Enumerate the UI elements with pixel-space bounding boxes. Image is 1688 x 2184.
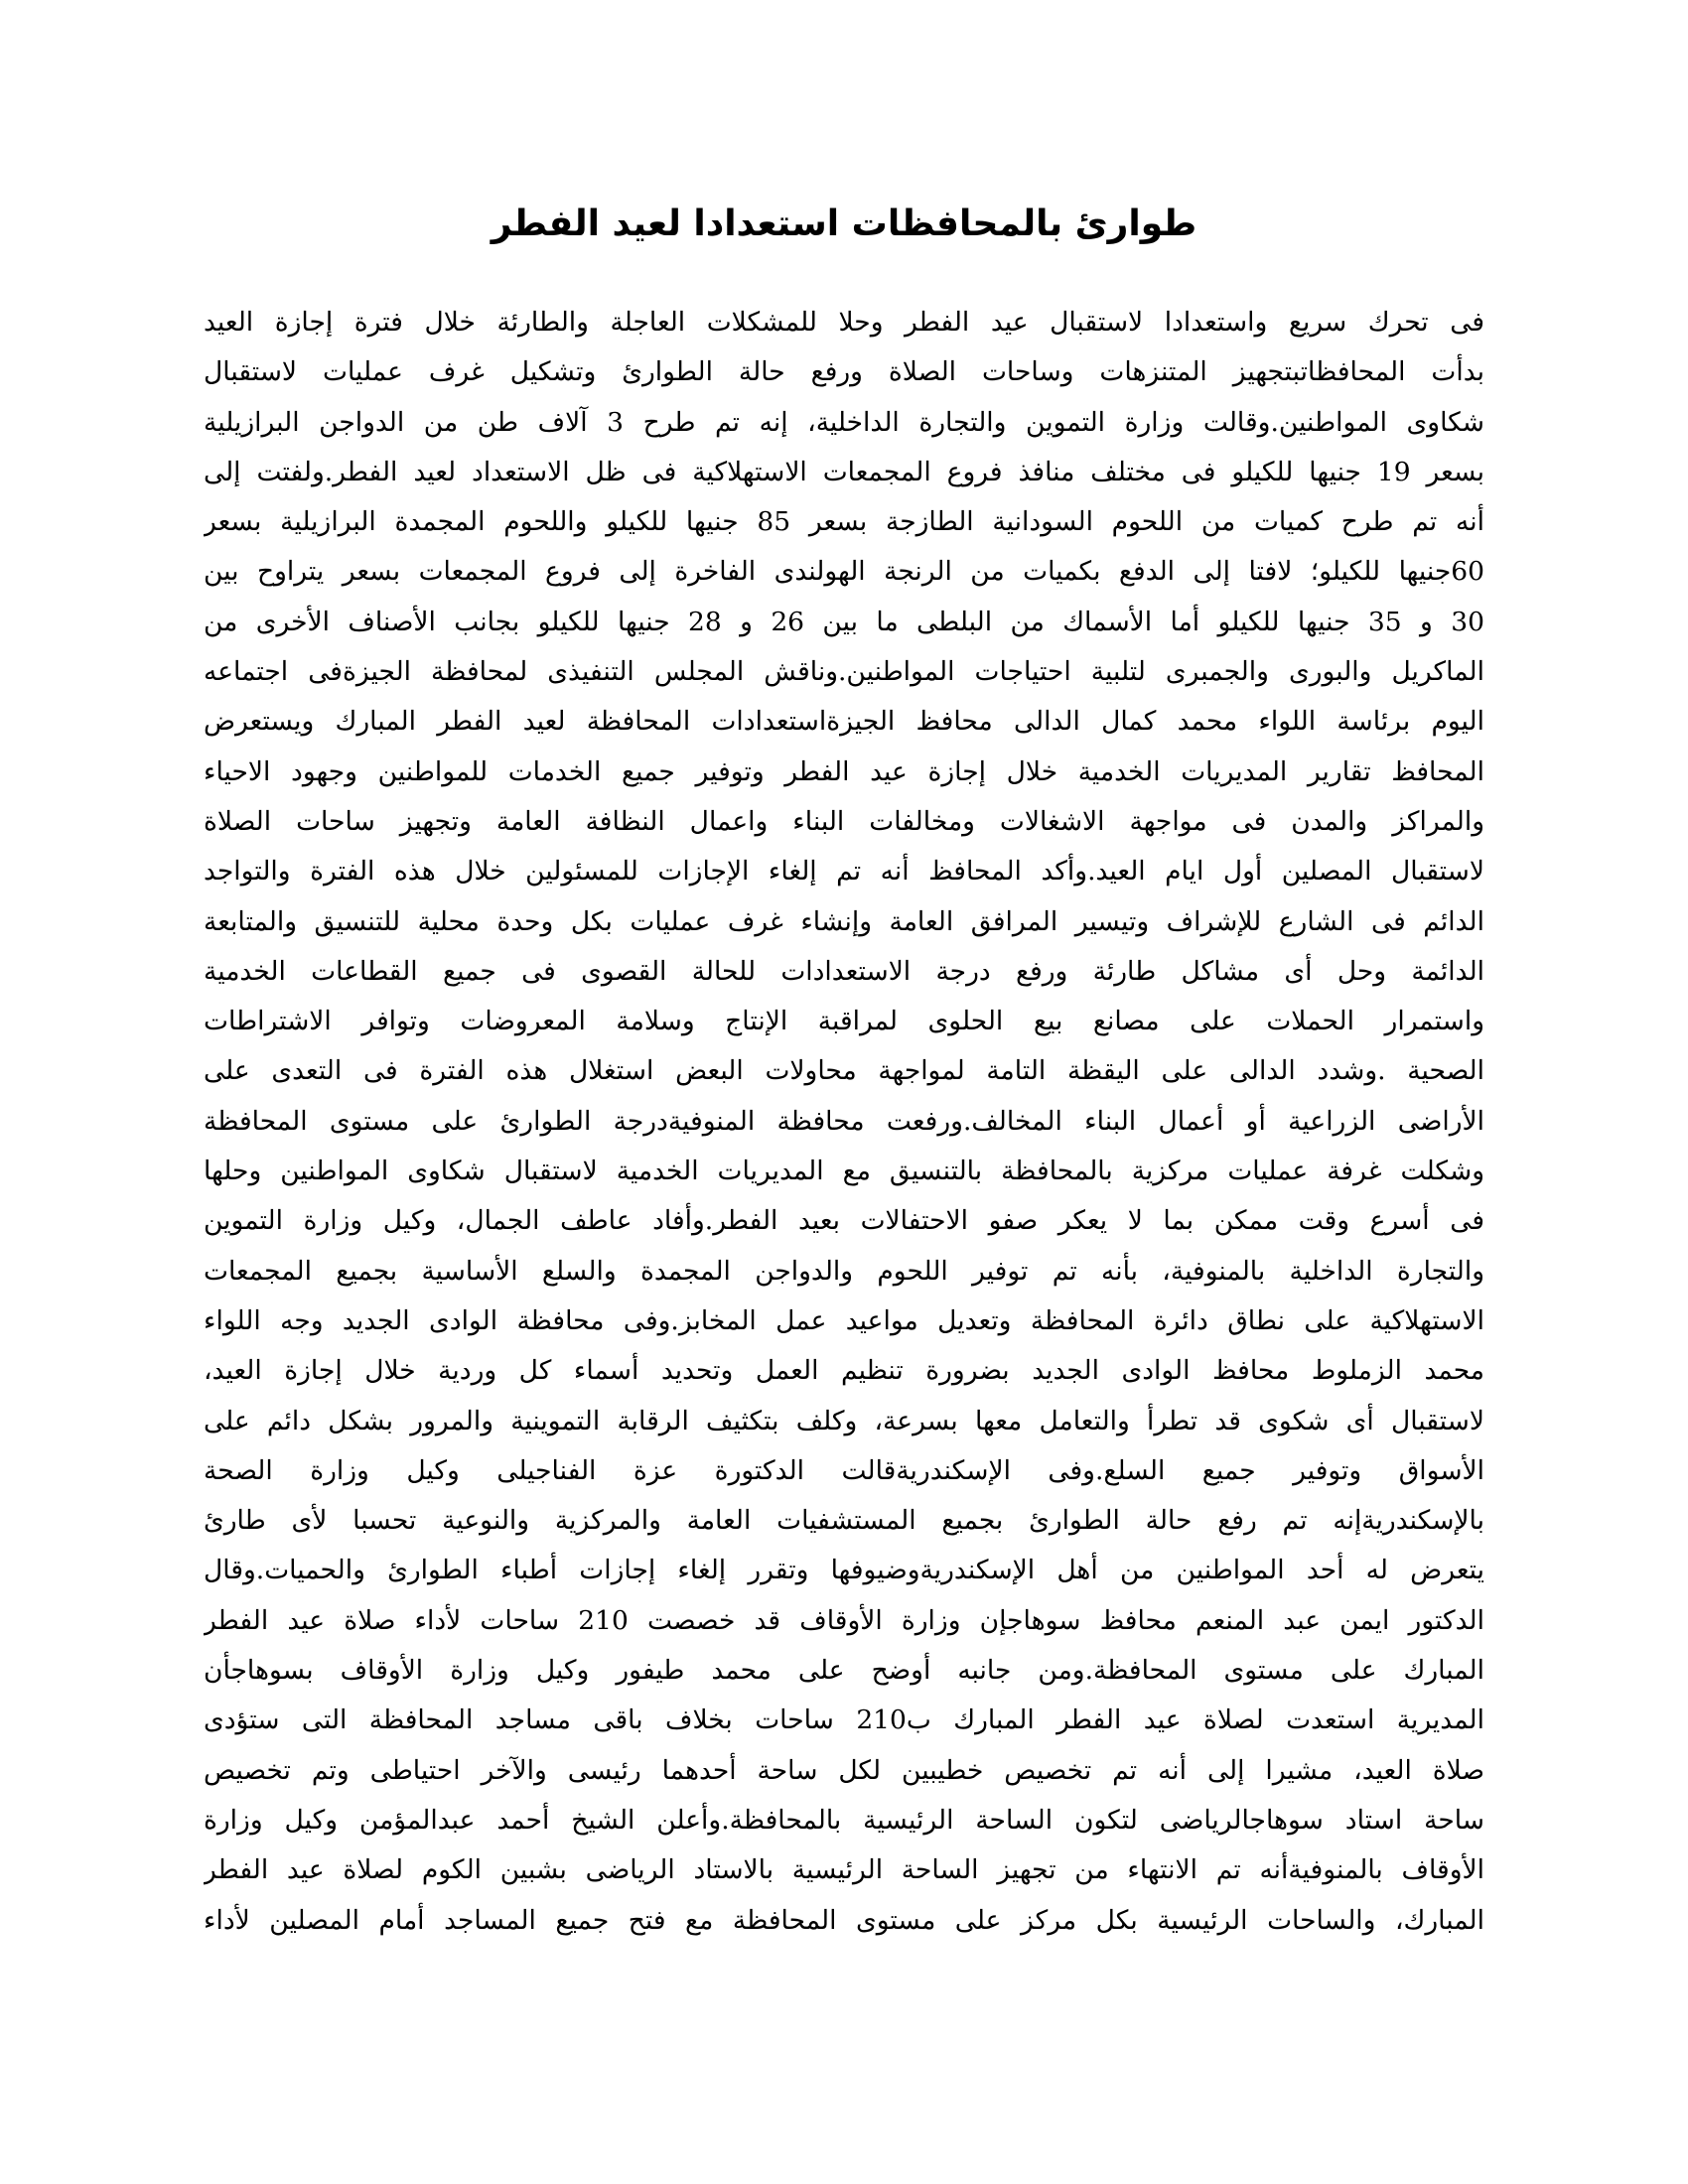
body-line: بدأت المحافظاتبتجهيز المتنزهات وساحات الصلاة ورفع حالة الطوارئ وتشكيل غرف عمليات لاستقبال	[204, 356, 1484, 388]
body-line: فى تحرك سريع واستعدادا لاستقبال عيد الفطر وحلا للمشكلات العاجلة والطارئة خلال فترة إجازة العيد	[204, 307, 1484, 338]
body-line: بسعر 19 جنيها للكيلو فى مختلف منافذ فروع المجمعات الاستهلاكية فى ظل الاستعداد لعيد الفطر.ولفتت إلى	[204, 456, 1484, 487]
body-line: 30 و 35 جنيها للكيلو أما الأسماك من البلطى ما بين 26 و 28 جنيها للكيلو بجانب الأصناف الأخرى من	[204, 606, 1484, 637]
article-title: طوارئ بالمحافظات استعدادا لعيد الفطر	[491, 204, 1197, 244]
body-line: شكاوى المواطنين.وقالت وزارة التموين والتجارة الداخلية، إنه تم طرح 3 آلاف طن من الدواجن البرازيلية	[204, 406, 1484, 438]
body-line: الصحية .وشدد الدالى على اليقظة التامة لمواجهة محاولات البعض استغلال هذه الفترة فى التعدى على	[204, 1055, 1484, 1087]
body-line: الدكتور ايمن عبد المنعم محافظ سوهاجإن وزارة الأوقاف قد خصصت 210 ساحات لأداء صلاة عيد الفطر	[204, 1604, 1484, 1636]
body-line: الأراضى الزراعية أو أعمال البناء المخالف.ورفعت محافظة المنوفيةدرجة الطوارئ على مستوى المحافظة	[204, 1105, 1484, 1137]
body-line: الأوقاف بالمنوفيةأنه تم الانتهاء من تجهيز الساحة الرئيسية بالاستاد الرياضى بشبين الكوم لصلاة عيد الفطر	[204, 1854, 1484, 1886]
body-line: الدائمة وحل أى مشاكل طارئة ورفع درجة الاستعدادات للحالة القصوى فى جميع القطاعات الخدمية	[204, 955, 1484, 987]
body-line: محمد الزملوط محافظ الوادى الجديد بضرورة تنظيم العمل وتحديد أسماء كل وردية خلال إجازة العيد،	[204, 1355, 1484, 1387]
body-line: الاستهلاكية على نطاق دائرة المحافظة وتعديل مواعيد عمل المخابز.وفى محافظة الوادى الجديد وجه اللواء	[204, 1304, 1484, 1336]
body-line: والمراكز والمدن فى مواجهة الاشغالات ومخالفات البناء واعمال النظافة العامة وتجهيز ساحات الصلاة	[204, 805, 1484, 837]
body-line: اليوم برئاسة اللواء محمد كمال الدالى محافظ الجيزةاستعدادات المحافظة لعيد الفطر المبارك ويستعرض	[204, 706, 1484, 738]
body-line: الأسواق وتوفير جميع السلع.وفى الإسكندريةقالت الدكتورة عزة الفناجيلى وكيل وزارة الصحة	[204, 1454, 1484, 1486]
body-line: والتجارة الداخلية بالمنوفية، بأنه تم توفير اللحوم والدواجن المجمدة والسلع الأساسية بجميع المجمعات	[204, 1255, 1484, 1287]
body-line: الماكريل والبورى والجمبرى لتلبية احتياجات المواطنين.وناقش المجلس التنفيذى لمحافظة الجيزةفى اجتماعه	[204, 656, 1484, 688]
body-line: صلاة العيد، مشيرا إلى أنه تم تخصيص خطيبين لكل ساحة أحدهما رئيسى والآخر احتياطى وتم تخصيص	[204, 1754, 1484, 1786]
article-body	[204, 298, 1484, 1946]
body-line: الدائم فى الشارع للإشراف وتيسير المرافق العامة وإنشاء غرف عمليات بكل وحدة محلية للتنسيق والمتابعة	[204, 905, 1484, 937]
body-line: بالإسكندريةإنه تم رفع حالة الطوارئ بجميع المستشفيات العامة والمركزية والنوعية تحسبا لأى طارئ	[204, 1505, 1484, 1537]
body-line: فى أسرع وقت ممكن بما لا يعكر صفو الاحتفالات بعيد الفطر.وأفاد عاطف الجمال، وكيل وزارة التموين	[204, 1205, 1484, 1237]
body-line: المحافظ تقارير المديريات الخدمية خلال إجازة عيد الفطر وتوفير جميع الخدمات للمواطنين وجهود الاحياء	[204, 755, 1484, 787]
body-line: لاستقبال أى شكوى قد تطرأ والتعامل معها بسرعة، وكلف بتكثيف الرقابة التموينية والمرور بشكل دائم على	[204, 1405, 1484, 1436]
body-line: واستمرار الحملات على مصانع بيع الحلوى لمراقبة الإنتاج وسلامة المعروضات وتوافر الاشتراطات	[204, 1006, 1484, 1037]
body-line: ساحة استاد سوهاجالرياضى لتكون الساحة الرئيسية بالمحافظة.وأعلن الشيخ أحمد عبدالمؤمن وكيل وزارة	[204, 1804, 1484, 1836]
body-line: 60جنيها للكيلو؛ لافتا إلى الدفع بكميات من الرنجة الهولندى الفاخرة إلى فروع المجمعات بسعر يتراوح بين	[204, 556, 1484, 588]
body-line: المبارك على مستوى المحافظة.ومن جانبه أوضح على محمد طيفور وكيل وزارة الأوقاف بسوهاجأن	[204, 1655, 1484, 1687]
body-line: المديرية استعدت لصلاة عيد الفطر المبارك ب210 ساحات بخلاف باقى مساجد المحافظة التى ستؤدى	[204, 1705, 1484, 1736]
body-line: وشكلت غرفة عمليات مركزية بالمحافظة بالتنسيق مع المديريات الخدمية لاستقبال شكاوى المواطنين وحلها	[204, 1156, 1484, 1187]
body-line: يتعرض له أحد المواطنين من أهل الإسكندريةوضيوفها وتقرر إلغاء إجازات أطباء الطوارئ والحميات.وقال	[204, 1555, 1484, 1586]
body-line: المبارك، والساحات الرئيسية بكل مركز على مستوى المحافظة مع فتح جميع المساجد أمام المصلين لأداء	[204, 1904, 1484, 1936]
body-line: أنه تم طرح كميات من اللحوم السودانية الطازجة بسعر 85 جنيها للكيلو واللحوم المجمدة البرازيلية بسعر	[204, 506, 1484, 538]
body-line: لاستقبال المصلين أول ايام العيد.وأكد المحافظ أنه تم إلغاء الإجازات للمسئولين خلال هذه الفترة والتواجد	[204, 856, 1484, 887]
